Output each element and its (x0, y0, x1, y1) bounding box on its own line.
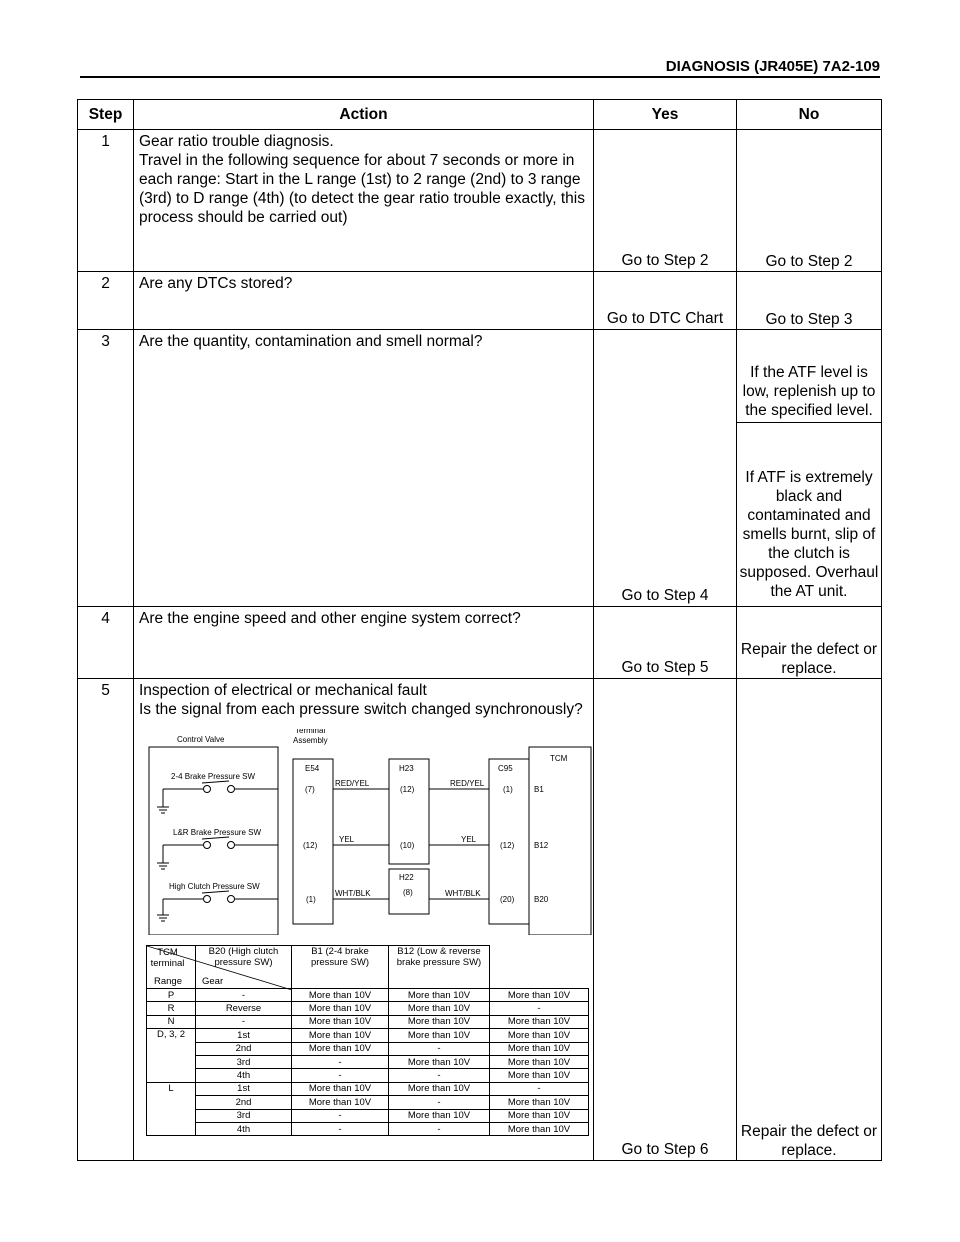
voltage-cell: More than 10V (490, 1109, 589, 1122)
corner-cell (147, 946, 224, 989)
col-step: Step (78, 100, 134, 130)
wire-color-label: YEL (461, 835, 477, 844)
step-action (134, 330, 594, 607)
yes-result: Go to DTC Chart (594, 272, 737, 330)
no-result: Go to Step 3 (737, 272, 882, 330)
step-number: 2 (78, 272, 134, 330)
e54-label: E54 (305, 764, 320, 773)
table-row (147, 1109, 589, 1122)
voltage-cell: More than 10V (490, 1042, 589, 1055)
no-result: Repair the defect or replace. (737, 679, 882, 1161)
voltage-cell: - (389, 1096, 490, 1109)
switch-label: 2-4 Brake Pressure SW (171, 772, 256, 781)
pin-label: B12 (534, 841, 549, 850)
switch-lr (157, 837, 278, 869)
wire-color-label: WHT/BLK (445, 889, 481, 898)
h23-label: H23 (399, 764, 414, 773)
range-cell: R (147, 1002, 196, 1015)
voltage-cell: - (389, 1122, 490, 1135)
switch-2-4 (157, 781, 278, 813)
range-cell: P (147, 989, 196, 1002)
gear-cell: 4th (196, 1069, 292, 1082)
voltage-cell: More than 10V (490, 1029, 589, 1042)
table-row (147, 1096, 589, 1109)
step-row (78, 330, 882, 607)
pin-label: (7) (305, 785, 315, 794)
action-line: Inspection of electrical or mechanical fault (139, 682, 427, 699)
wire-color-label: RED/YEL (450, 779, 485, 788)
wire-color-label: WHT/BLK (335, 889, 371, 898)
action-line: Is the signal from each pressure switch changed synchronously? (139, 701, 583, 718)
voltage-cell: More than 10V (389, 1015, 490, 1028)
col-action: Action (134, 100, 594, 130)
gear-cell: 1st (196, 1082, 292, 1095)
step-row (78, 679, 882, 1161)
pin-label: (12) (303, 841, 318, 850)
action-line: Travel in the following sequence for about 7 seconds or more in each range: Start in the L range (1st) to 2 range (2nd) to 3 range (3rd) to D range (4th) (to detect the gear ratio trouble exactly, this process should be carried out) (139, 152, 585, 226)
range-cell: D, 3, 2 (147, 1029, 196, 1083)
gear-cell: - (196, 1015, 292, 1028)
gear-cell: 1st (196, 1029, 292, 1042)
header-rule (80, 76, 880, 78)
pin-label: B20 (534, 895, 549, 904)
step-number: 4 (78, 607, 134, 679)
range-cell: N (147, 1015, 196, 1028)
gear-cell: 2nd (196, 1096, 292, 1109)
terminal-assembly-label: Assembly (293, 736, 328, 745)
voltage-cell: More than 10V (389, 1055, 490, 1068)
corner-range-label: Range (154, 976, 182, 987)
range-cell: L (147, 1082, 196, 1136)
voltage-cell: - (292, 1109, 389, 1122)
step-row (78, 130, 882, 272)
col-yes: Yes (594, 100, 737, 130)
voltage-cell: - (389, 1042, 490, 1055)
control-valve-label: Control Valve (177, 735, 225, 744)
voltage-table (146, 945, 589, 1136)
switch-label: L&R Brake Pressure SW (173, 828, 262, 837)
no-result: Repair the defect or replace. (737, 607, 882, 679)
terminal-assembly-label: Terminal (295, 729, 326, 735)
voltage-cell: More than 10V (490, 1096, 589, 1109)
pin-label: (20) (500, 895, 515, 904)
pin-label: (12) (400, 785, 415, 794)
voltage-cell: More than 10V (490, 1015, 589, 1028)
switch-label: High Clutch Pressure SW (169, 882, 260, 891)
table-row (147, 1055, 589, 1068)
yes-result: Go to Step 6 (594, 679, 737, 1161)
voltage-cell: More than 10V (292, 989, 389, 1002)
action-line: Are the engine speed and other engine system correct? (139, 610, 521, 627)
pin-label: (1) (306, 895, 316, 904)
no-result-part: If the ATF level is low, replenish up to the specified level. (737, 330, 881, 423)
step-number: 1 (78, 130, 134, 272)
voltage-cell: - (490, 1082, 589, 1095)
wire-color-label: YEL (339, 835, 355, 844)
step-row (78, 607, 882, 679)
voltage-cell: - (292, 1055, 389, 1068)
wiring-diagram (143, 729, 593, 935)
no-result-part: If ATF is extremely black and contaminated and smells burnt, slip of the clutch is supposed. Overhaul the AT unit. (739, 469, 879, 600)
step-action (134, 272, 594, 330)
voltage-cell: More than 10V (292, 1015, 389, 1028)
voltage-cell: - (292, 1069, 389, 1082)
column-header: B12 (Low & reverse brake pressure SW) (389, 946, 490, 989)
step-action (134, 130, 594, 272)
diagnosis-table (77, 99, 882, 1161)
action-line: Are any DTCs stored? (139, 275, 293, 292)
column-header: B1 (2-4 brake pressure SW) (292, 946, 389, 989)
h22-label: H22 (399, 873, 414, 882)
voltage-cell: More than 10V (389, 1029, 490, 1042)
voltage-cell: More than 10V (389, 1109, 490, 1122)
header-row (78, 100, 882, 130)
tcm-label: TCM (550, 754, 568, 763)
action-line: Are the quantity, contamination and smell normal? (139, 333, 483, 350)
table-row (147, 1122, 589, 1135)
pin-label: B1 (534, 785, 544, 794)
step-number: 5 (78, 679, 134, 1161)
voltage-cell: More than 10V (292, 1002, 389, 1015)
step-action (134, 679, 594, 1161)
voltage-cell: More than 10V (490, 1069, 589, 1082)
voltage-cell: More than 10V (292, 1029, 389, 1042)
pin-label: (8) (403, 888, 413, 897)
gear-cell: 4th (196, 1122, 292, 1135)
c95-label: C95 (498, 764, 513, 773)
table-row (147, 1042, 589, 1055)
page-header: DIAGNOSIS (JR405E) 7A2-109 (665, 58, 880, 75)
no-result-split (737, 330, 882, 607)
table-row (147, 1002, 589, 1015)
gear-cell: Reverse (196, 1002, 292, 1015)
voltage-cell: More than 10V (389, 1002, 490, 1015)
no-result: Go to Step 2 (737, 130, 882, 272)
voltage-cell: - (292, 1122, 389, 1135)
yes-result: Go to Step 4 (594, 330, 737, 607)
pin-label: (10) (400, 841, 415, 850)
voltage-cell: More than 10V (389, 1082, 490, 1095)
voltage-cell: More than 10V (490, 1122, 589, 1135)
column-header: B20 (High clutch pressure SW) (196, 946, 292, 989)
table-row (147, 1029, 589, 1042)
yes-result: Go to Step 5 (594, 607, 737, 679)
table-row (147, 989, 589, 1002)
pin-label: (12) (500, 841, 515, 850)
voltage-cell: More than 10V (389, 989, 490, 1002)
voltage-cell: - (490, 1002, 589, 1015)
voltage-cell: More than 10V (292, 1082, 389, 1095)
gear-cell: 3rd (196, 1055, 292, 1068)
wire-color-label: RED/YEL (335, 779, 370, 788)
yes-result: Go to Step 2 (594, 130, 737, 272)
action-line: Gear ratio trouble diagnosis. (139, 133, 334, 150)
corner-tcm-label: TCM terminal (150, 947, 185, 969)
voltage-cell: More than 10V (292, 1096, 389, 1109)
gear-cell: - (196, 989, 292, 1002)
step-action (134, 607, 594, 679)
step-row (78, 272, 882, 330)
pin-label: (1) (503, 785, 513, 794)
gear-cell: 2nd (196, 1042, 292, 1055)
col-no: No (737, 100, 882, 130)
table-row (147, 1082, 589, 1095)
voltage-cell: More than 10V (490, 989, 589, 1002)
step-number: 3 (78, 330, 134, 607)
voltage-cell: More than 10V (490, 1055, 589, 1068)
voltage-cell: - (389, 1069, 490, 1082)
voltage-cell: More than 10V (292, 1042, 389, 1055)
table-row (147, 1015, 589, 1028)
switch-high-clutch (157, 891, 278, 921)
gear-cell: 3rd (196, 1109, 292, 1122)
table-row (147, 1069, 589, 1082)
corner-gear-label: Gear (202, 976, 224, 987)
